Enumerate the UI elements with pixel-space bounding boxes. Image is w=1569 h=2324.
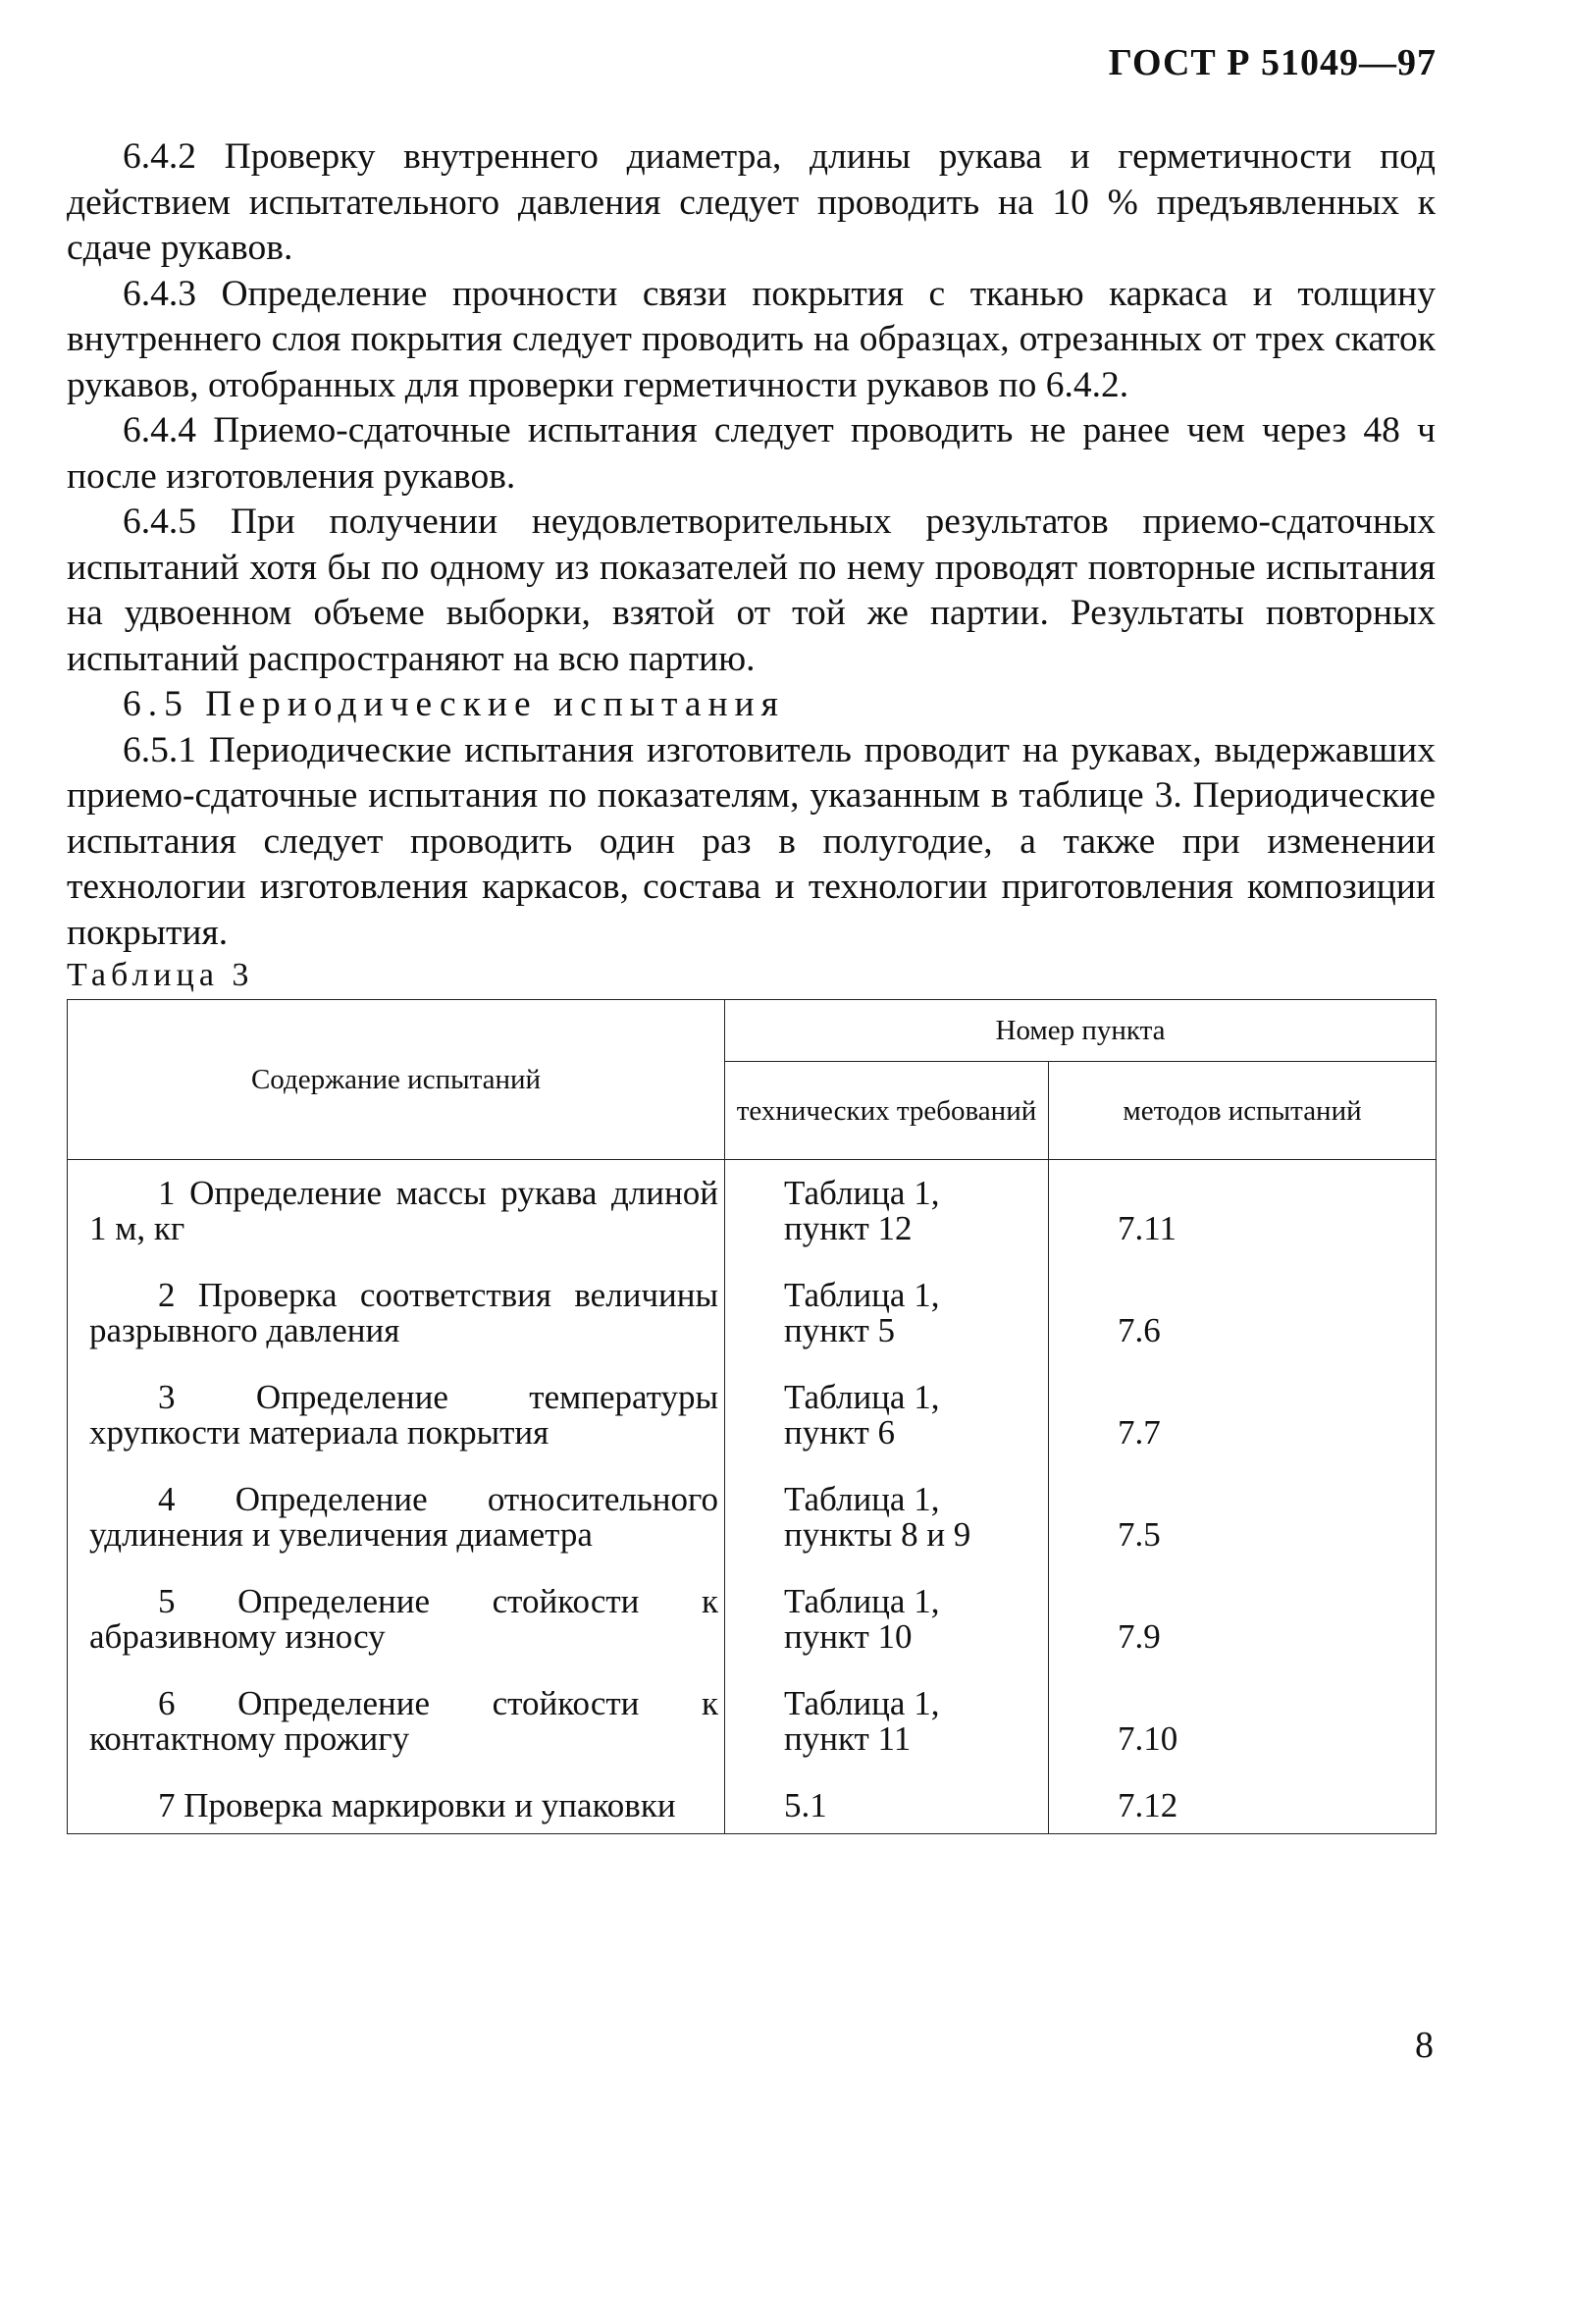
tech-line-1: Таблица 1, xyxy=(784,1684,940,1722)
tech-line-1: Таблица 1, xyxy=(784,1480,940,1518)
table-row xyxy=(68,1776,1437,1834)
document-body xyxy=(67,134,1436,1834)
tech-line-2: пункт 12 xyxy=(784,1209,913,1247)
row-method xyxy=(1049,1674,1437,1776)
row-method xyxy=(1049,1470,1437,1572)
table-row xyxy=(68,1266,1437,1368)
method-value: 7.10 xyxy=(1118,1719,1178,1758)
row-technical xyxy=(725,1160,1049,1267)
document-header: ГОСТ Р 51049—97 xyxy=(1108,42,1437,83)
header-technical: технических требований xyxy=(725,1062,1049,1160)
row-content: 1 Определение массы рукава длиной 1 м, кг xyxy=(68,1160,725,1267)
tech-line-1: Таблица 1, xyxy=(784,1378,940,1416)
table-row xyxy=(68,1572,1437,1674)
table-row xyxy=(68,1368,1437,1470)
row-content: 2 Проверка соответствия величины разрывного давления xyxy=(68,1266,725,1368)
header-item-number: Номер пункта xyxy=(725,1000,1437,1062)
row-technical xyxy=(725,1572,1049,1674)
row-content: 7 Проверка маркировки и упаковки xyxy=(68,1776,725,1834)
tech-line-1: Таблица 1, xyxy=(784,1582,940,1620)
row-technical xyxy=(725,1674,1049,1776)
tech-line-1: Таблица 1, xyxy=(784,1174,940,1212)
tech-line-2: пункты 8 и 9 xyxy=(784,1515,971,1554)
row-technical xyxy=(725,1470,1049,1572)
tech-line-2: пункт 5 xyxy=(784,1311,896,1349)
row-method xyxy=(1049,1572,1437,1674)
row-technical xyxy=(725,1266,1049,1368)
row-method xyxy=(1049,1266,1437,1368)
method-value: 7.12 xyxy=(1118,1786,1178,1824)
method-value: 7.5 xyxy=(1118,1515,1161,1554)
method-value: 7.7 xyxy=(1118,1413,1161,1452)
row-content: 3 Определение температуры хрупкости материала покрытия xyxy=(68,1368,725,1470)
paragraph-6-4-2: 6.4.2 Проверку внутреннего диаметра, длины рукава и герметичности под действием испытательного давления следует проводить на 10 % предъявленных к сдаче рукавов. xyxy=(67,136,1436,268)
method-value: 7.11 xyxy=(1118,1209,1177,1247)
row-technical xyxy=(725,1368,1049,1470)
row-content: 5 Определение стойкости к абразивному износу xyxy=(68,1572,725,1674)
table-row xyxy=(68,1470,1437,1572)
paragraph-6-4-3: 6.4.3 Определение прочности связи покрытия с тканью каркаса и толщину внутреннего слоя покрытия следует проводить на образцах, отрезанных от трех скаток рукавов, отобранных для проверки герметичности рукавов по 6.4.2. xyxy=(67,273,1436,405)
table-row xyxy=(68,1160,1437,1267)
tech-line-2: пункт 10 xyxy=(784,1617,913,1656)
tech-line-1: 5.1 xyxy=(784,1786,827,1824)
row-method xyxy=(1049,1160,1437,1267)
tests-table xyxy=(67,999,1437,1834)
method-value: 7.9 xyxy=(1118,1617,1161,1656)
paragraph-6-5-1: 6.5.1 Периодические испытания изготовитель проводит на рукавах, выдержавших приемо-сдаточные испытания по показателям, указанным в таблице 3. Периодические испытания следует проводить один раз в полугодие, а также при изменении технологии изготовления каркасов, состава и технологии приготовления композиции покрытия. xyxy=(67,729,1436,953)
table-caption: Таблица 3 xyxy=(67,957,254,993)
tech-line-2: пункт 6 xyxy=(784,1413,896,1452)
section-heading-6-5: 6.5 Периодические испытания xyxy=(123,684,785,724)
row-content: 6 Определение стойкости к контактному прожигу xyxy=(68,1674,725,1776)
tech-line-2: пункт 11 xyxy=(784,1719,912,1758)
table-body xyxy=(68,1160,1437,1834)
table-row xyxy=(68,1674,1437,1776)
row-technical xyxy=(725,1776,1049,1834)
paragraph-6-4-4: 6.4.4 Приемо-сдаточные испытания следует проводить не ранее чем через 48 ч после изготовления рукавов. xyxy=(67,410,1436,497)
page-number: 8 xyxy=(1415,2025,1434,2066)
method-value: 7.6 xyxy=(1118,1311,1161,1349)
row-content: 4 Определение относительного удлинения и увеличения диаметра xyxy=(68,1470,725,1572)
header-content: Содержание испытаний xyxy=(68,1000,725,1160)
header-methods: методов испытаний xyxy=(1049,1062,1437,1160)
table-header xyxy=(68,1000,1437,1160)
row-method xyxy=(1049,1776,1437,1834)
row-method xyxy=(1049,1368,1437,1470)
tech-line-1: Таблица 1, xyxy=(784,1276,940,1314)
paragraph-6-4-5: 6.4.5 При получении неудовлетворительных результатов приемо-сдаточных испытаний хотя бы по одному из показателей по нему проводят повторные испытания на удвоенном объеме выборки, взятой от той же партии. Результаты повторных испытаний распространяют на всю партию. xyxy=(67,502,1436,679)
